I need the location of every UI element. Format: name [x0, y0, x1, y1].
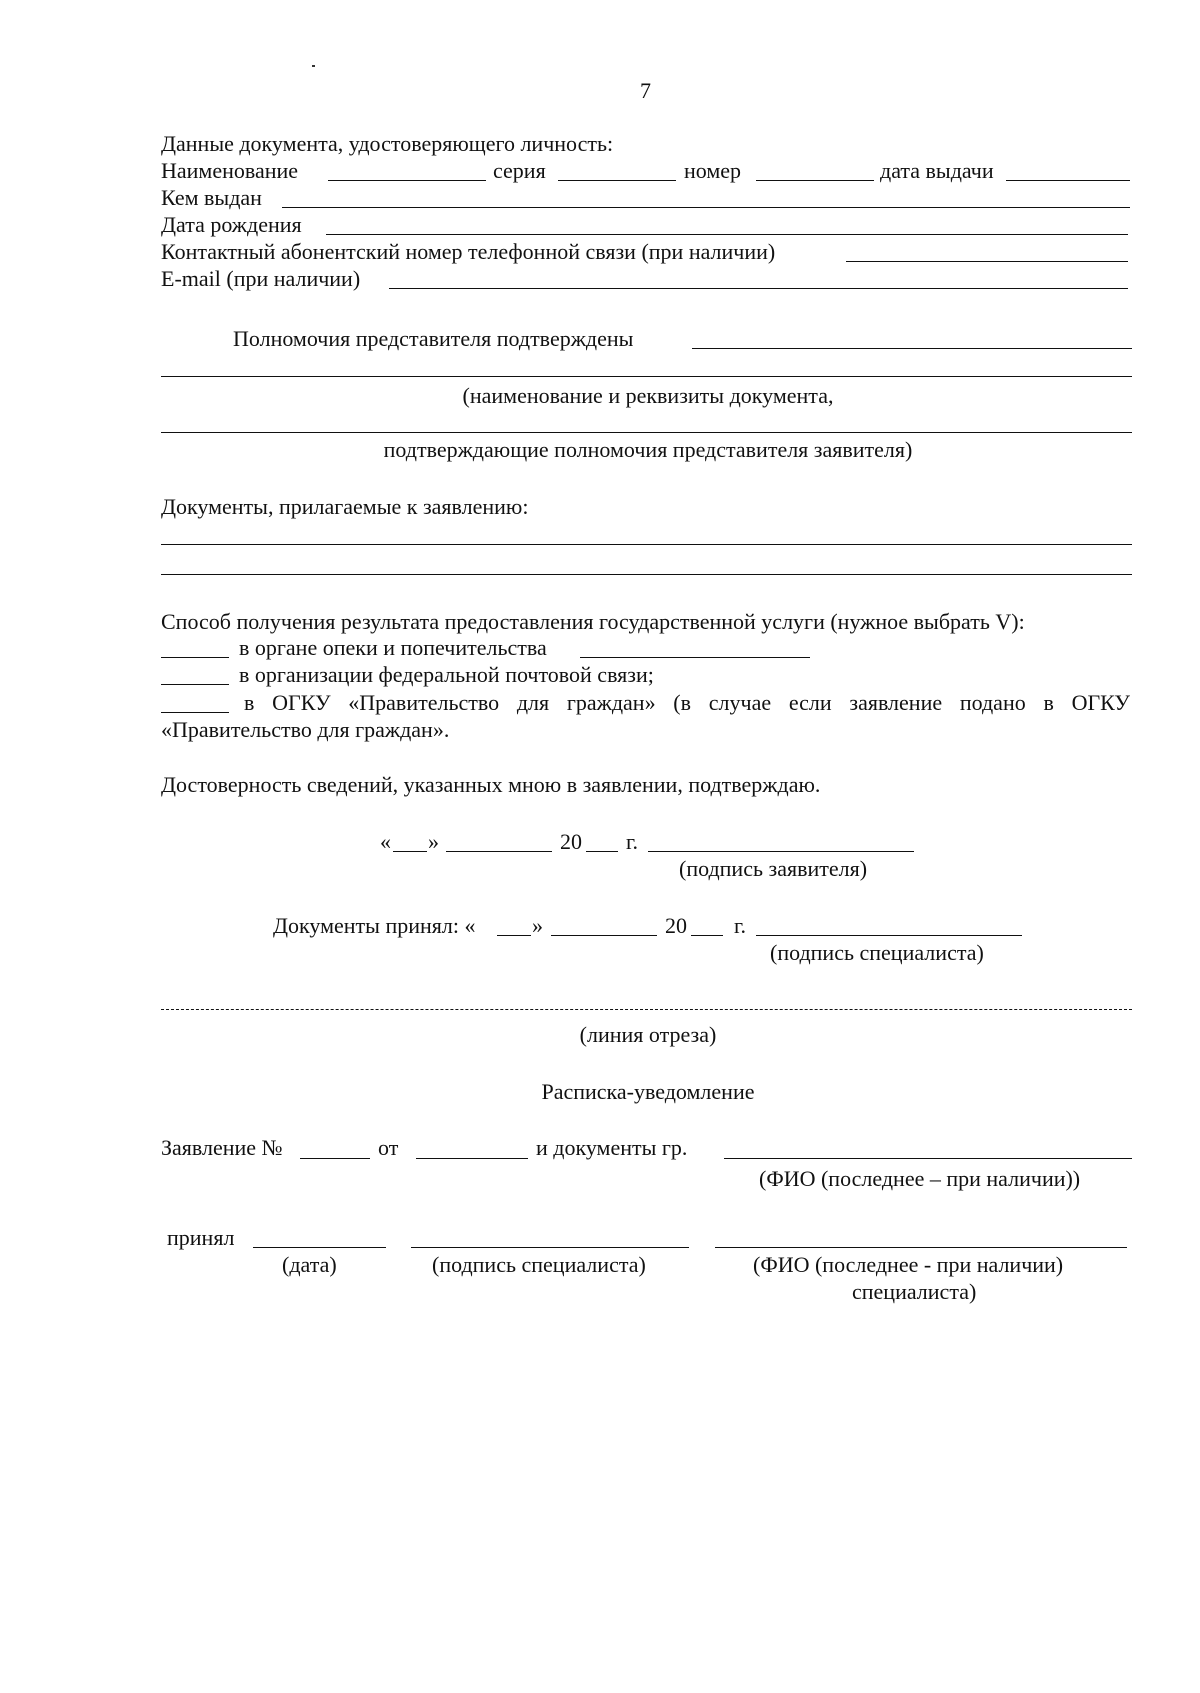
- applicant-signature-hint: (подпись заявителя): [679, 856, 868, 881]
- specialist-signature-field[interactable]: [756, 935, 1022, 936]
- birth-date-field[interactable]: [326, 234, 1128, 235]
- receipt-specialist-fio-hint-cont: специалиста): [852, 1279, 977, 1304]
- page-number: 7: [640, 78, 651, 103]
- delivery-option3-label: в ОГКУ «Правительство для граждан» (в случае если заявление подано в ОГКУ: [244, 690, 1130, 715]
- delivery-option3-label-cont: «Правительство для граждан».: [161, 717, 450, 742]
- id-doc-number-field[interactable]: [756, 180, 874, 181]
- receipt-documents-label: и документы гр.: [536, 1135, 688, 1160]
- email-label: E-mail (при наличии): [161, 266, 361, 291]
- accepted-year-field[interactable]: [691, 935, 723, 936]
- delivery-heading: Способ получения результата предоставления государственной услуги (нужное выбрать V):: [161, 609, 1025, 634]
- confirmation-date-close: »: [428, 829, 439, 854]
- confirmation-year-prefix: 20: [560, 829, 582, 854]
- id-doc-issue-date-label: дата выдачи: [880, 158, 994, 183]
- accepted-year-suffix: г.: [734, 913, 747, 938]
- attachments-line-2[interactable]: [161, 574, 1132, 575]
- confirmation-day-field[interactable]: [393, 851, 427, 852]
- representative-field-line-2[interactable]: [161, 376, 1132, 377]
- issued-by-label: Кем выдан: [161, 185, 262, 210]
- receipt-title: Расписка-уведомление: [541, 1079, 755, 1104]
- scan-speck: [312, 65, 315, 67]
- attachments-line-1[interactable]: [161, 544, 1132, 545]
- delivery-option1-field[interactable]: [580, 657, 810, 658]
- accepted-date-close: »: [532, 913, 543, 938]
- id-doc-heading: Данные документа, удостоверяющего личность:: [161, 131, 614, 156]
- representative-field[interactable]: [692, 348, 1132, 349]
- receipt-application-number-field[interactable]: [300, 1158, 370, 1159]
- receipt-specialist-signature-field[interactable]: [411, 1247, 689, 1248]
- confirmation-date-open: «: [380, 829, 391, 854]
- delivery-option1-checkbox[interactable]: [161, 657, 229, 658]
- delivery-option1-label: в органе опеки и попечительства: [239, 635, 547, 660]
- receipt-specialist-fio-field[interactable]: [715, 1247, 1127, 1248]
- confirmation-year-suffix: г.: [626, 829, 639, 854]
- cut-line-label: (линия отреза): [579, 1022, 717, 1047]
- id-doc-number-label: номер: [684, 158, 742, 183]
- receipt-specialist-fio-hint: (ФИО (последнее - при наличии): [753, 1252, 1064, 1277]
- confirmation-year-field[interactable]: [586, 851, 618, 852]
- email-field[interactable]: [389, 288, 1128, 289]
- delivery-option3-checkbox[interactable]: [161, 712, 229, 713]
- phone-label: Контактный абонентский номер телефонной связи (при наличии): [161, 239, 776, 264]
- receipt-accepted-label: принял: [167, 1225, 235, 1250]
- delivery-option2-checkbox[interactable]: [161, 684, 229, 685]
- receipt-from-label: от: [378, 1135, 399, 1160]
- applicant-signature-field[interactable]: [648, 851, 914, 852]
- id-doc-name-field[interactable]: [328, 180, 486, 181]
- id-doc-series-field[interactable]: [558, 180, 676, 181]
- accepted-year-prefix: 20: [665, 913, 687, 938]
- confirmation-month-field[interactable]: [446, 851, 552, 852]
- specialist-signature-hint: (подпись специалиста): [770, 940, 984, 965]
- issued-by-field[interactable]: [282, 207, 1130, 208]
- birth-date-label: Дата рождения: [161, 212, 302, 237]
- representative-hint-2: подтверждающие полномочия представителя заявителя): [383, 437, 913, 462]
- representative-hint-1: (наименование и реквизиты документа,: [462, 383, 834, 408]
- id-doc-issue-date-field[interactable]: [1006, 180, 1130, 181]
- receipt-citizen-fio-field[interactable]: [724, 1158, 1132, 1159]
- accepted-month-field[interactable]: [551, 935, 657, 936]
- attachments-label: Документы, прилагаемые к заявлению:: [161, 494, 529, 519]
- confirmation-text: Достоверность сведений, указанных мною в заявлении, подтверждаю.: [161, 772, 821, 797]
- accepted-day-field[interactable]: [497, 935, 531, 936]
- receipt-fio-hint: (ФИО (последнее – при наличии)): [759, 1166, 1081, 1191]
- receipt-accepted-date-field[interactable]: [253, 1247, 386, 1248]
- id-doc-series-label: серия: [493, 158, 546, 183]
- receipt-date-field[interactable]: [416, 1158, 528, 1159]
- accepted-label: Документы принял: «: [273, 913, 476, 938]
- representative-field-line-3[interactable]: [161, 432, 1132, 433]
- receipt-signature-hint: (подпись специалиста): [432, 1252, 646, 1277]
- cut-line: [161, 1009, 1132, 1010]
- phone-field[interactable]: [846, 261, 1128, 262]
- id-doc-name-label: Наименование: [161, 158, 299, 183]
- delivery-option2-label: в организации федеральной почтовой связи;: [239, 662, 654, 687]
- representative-label: Полномочия представителя подтверждены: [233, 326, 634, 351]
- receipt-application-label: Заявление №: [161, 1135, 283, 1160]
- receipt-date-hint: (дата): [282, 1252, 337, 1277]
